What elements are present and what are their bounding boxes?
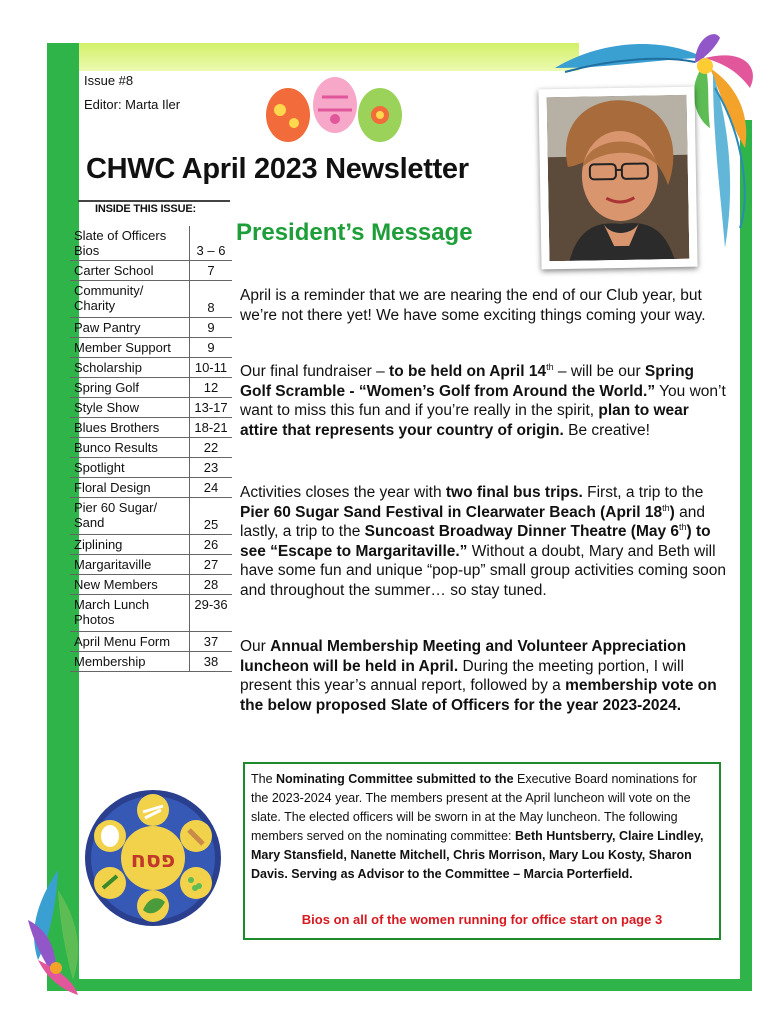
toc-title: New Members xyxy=(70,575,190,595)
toc-row xyxy=(70,378,232,398)
toc-title: Ziplining xyxy=(70,535,190,555)
text-span: Spring Golf Scramble - “Women’s Golf from Around the World.” xyxy=(240,363,695,400)
toc-row xyxy=(70,281,232,318)
text-span: to be held on April 14 xyxy=(389,363,547,380)
toc-page: 37 xyxy=(190,632,233,652)
toc-row xyxy=(70,338,232,358)
toc-page: 24 xyxy=(190,478,233,498)
nominating-text xyxy=(251,770,713,884)
text-span: Nominating Committee submitted to the xyxy=(276,772,514,786)
toc-title: Style Show xyxy=(70,398,190,418)
text-span: membership vote on the below proposed Slate of Officers for the year 2023-2024. xyxy=(240,677,717,714)
text-span: Activities closes the year with xyxy=(240,484,446,501)
issue-number: Issue #8 xyxy=(84,73,134,88)
toc-title: Paw Pantry xyxy=(70,318,190,338)
toc-row xyxy=(70,555,232,575)
editor-line: Editor: Marta Iler xyxy=(84,97,181,112)
easter-eggs-illustration xyxy=(260,75,410,145)
paragraph-annual-meeting xyxy=(240,637,726,715)
text-span: You won’t want to miss this fun and if you’re really in the spirit, xyxy=(240,382,726,419)
toc-title: Pier 60 Sugar/ Sand xyxy=(70,498,190,535)
toc-page: 8 xyxy=(190,281,233,318)
toc-page: 27 xyxy=(190,555,233,575)
toc-row xyxy=(70,575,232,595)
toc-title: April Menu Form xyxy=(70,632,190,652)
text-span: Without a doubt, Mary and Beth will have some fun and unique “pop-up” small group activities coming soon and throughout the summer… so stay tuned. xyxy=(240,542,726,599)
toc-page: 22 xyxy=(190,438,233,458)
newsletter-title: CHWC April 2023 Newsletter xyxy=(86,153,469,185)
text-span: Executive Board nominations for the 2023-2024 year. The members present at the April luncheon will vote on the slate. The elected officers will be sworn in at the May luncheon. The following members served on the nominating committee: xyxy=(251,772,697,843)
seder-plate-illustration xyxy=(83,788,223,928)
toc-row xyxy=(70,595,232,632)
toc-row xyxy=(70,226,232,261)
toc-title: Blues Brothers xyxy=(70,418,190,438)
toc-page: 29-36 xyxy=(190,595,233,632)
toc-row xyxy=(70,438,232,458)
toc-page: 25 xyxy=(190,498,233,535)
toc-page: 13-17 xyxy=(190,398,233,418)
toc-page: 10-11 xyxy=(190,358,233,378)
toc-row xyxy=(70,358,232,378)
toc-title: Floral Design xyxy=(70,478,190,498)
president-photo xyxy=(538,87,697,270)
toc-title: March Lunch Photos xyxy=(70,595,190,632)
toc-row xyxy=(70,632,232,652)
toc-page: 9 xyxy=(190,338,233,358)
toc-row xyxy=(70,652,232,672)
text-span: The xyxy=(251,772,277,786)
toc-label: INSIDE THIS ISSUE: xyxy=(95,203,196,215)
text-span: two final bus trips. xyxy=(445,484,583,501)
toc-page: 28 xyxy=(190,575,233,595)
toc-title: Member Support xyxy=(70,338,190,358)
text-span: Be creative! xyxy=(563,421,650,439)
text-span: Our final fundraiser – xyxy=(240,363,390,380)
superscript: th xyxy=(679,521,687,532)
toc-page: 3 – 6 xyxy=(190,226,233,261)
presidents-message-heading: President’s Message xyxy=(236,219,473,246)
paragraph-activities xyxy=(240,483,726,600)
toc-row xyxy=(70,458,232,478)
toc-title: Scholarship xyxy=(70,358,190,378)
superscript: th xyxy=(546,361,554,372)
toc-row xyxy=(70,418,232,438)
toc-page: 38 xyxy=(190,652,233,672)
table-of-contents xyxy=(70,226,232,672)
text-span: plan to wear attire that represents your country of origin. xyxy=(240,402,689,439)
bottom-border-stripe xyxy=(47,979,752,991)
toc-row xyxy=(70,478,232,498)
toc-page: 18-21 xyxy=(190,418,233,438)
superscript: th xyxy=(662,502,670,513)
toc-title: Spring Golf xyxy=(70,378,190,398)
text-span: Beth Huntsberry, Claire Lindley, Mary Stansfield, Nanette Mitchell, Chris Morrison, Mary Lou Kosty, Sharon Davis. Serving as Advisor to the Committee – Marcia Porterfield. xyxy=(251,829,704,881)
toc-row xyxy=(70,535,232,555)
toc-title: Slate of Officers Bios xyxy=(70,226,190,261)
top-border-stripe xyxy=(79,43,579,71)
seder-plate-label: פסח xyxy=(130,848,176,873)
nominating-committee-box xyxy=(243,762,721,940)
toc-row xyxy=(70,318,232,338)
toc-row xyxy=(70,261,232,281)
text-span: Suncoast Broadway Dinner Theatre (May 6 xyxy=(364,523,680,540)
toc-title: Community/ Charity xyxy=(70,281,190,318)
paragraph-intro: April is a reminder that we are nearing the end of our Club year, but we’re not there yet! We have some exciting things coming your way. xyxy=(240,287,706,324)
text-span: First, a trip to the xyxy=(582,484,704,501)
text-span: Pier 60 Sugar Sand Festival in Clearwater Beach (April 18 xyxy=(240,503,663,521)
paragraph-fundraiser xyxy=(240,362,726,440)
toc-row xyxy=(70,498,232,535)
toc-title: Bunco Results xyxy=(70,438,190,458)
divider xyxy=(78,200,230,202)
portrait-image xyxy=(547,95,690,261)
text-span: During the meeting portion, I will present this year’s annual report, followed by a xyxy=(240,657,684,694)
text-span: ) xyxy=(669,503,675,521)
toc-page: 9 xyxy=(190,318,233,338)
text-span: and lastly, a trip to the xyxy=(240,503,705,540)
toc-page: 7 xyxy=(190,261,233,281)
toc-page: 12 xyxy=(190,378,233,398)
text-span: ) to see “Escape to Margaritaville.” xyxy=(240,523,711,560)
toc-title: Carter School xyxy=(70,261,190,281)
text-span: – will be our xyxy=(553,363,645,380)
toc-page: 23 xyxy=(190,458,233,478)
toc-title: Membership xyxy=(70,652,190,672)
toc-row xyxy=(70,398,232,418)
bios-note: Bios on all of the women running for office start on page 3 xyxy=(301,912,663,927)
toc-title: Margaritaville xyxy=(70,555,190,575)
toc-page: 26 xyxy=(190,535,233,555)
text-span: Annual Membership Meeting and Volunteer Appreciation luncheon will be held in April. xyxy=(240,638,687,675)
toc-title: Spotlight xyxy=(70,458,190,478)
text-span: Our xyxy=(240,638,271,655)
